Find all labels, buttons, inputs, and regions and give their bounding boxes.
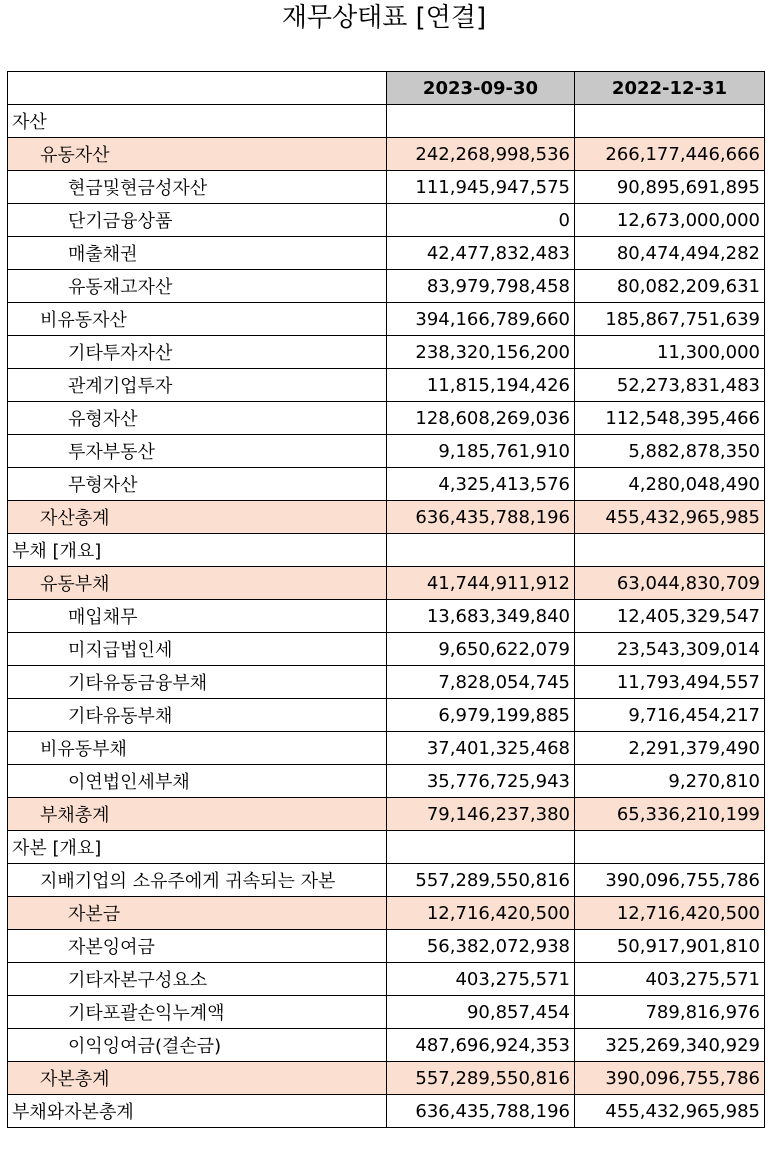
- table-row: [8, 666, 765, 699]
- value-2023-09-30: 42,477,832,483: [387, 237, 575, 270]
- value-2022-12-31: 11,793,494,557: [575, 666, 765, 699]
- table-row: [8, 204, 765, 237]
- value-2023-09-30: 238,320,156,200: [387, 336, 575, 369]
- table-row: [8, 237, 765, 270]
- table-row: [8, 765, 765, 798]
- value-2023-09-30: 90,857,454: [387, 996, 575, 1029]
- table-row: [8, 963, 765, 996]
- row-label: 기타유동부채: [8, 699, 387, 732]
- value-2022-12-31: 80,474,494,282: [575, 237, 765, 270]
- table-row: [8, 831, 765, 864]
- value-2023-09-30: 557,289,550,816: [387, 864, 575, 897]
- row-label: 부채 [개요]: [8, 534, 387, 567]
- table-row: [8, 468, 765, 501]
- value-2023-09-30: 37,401,325,468: [387, 732, 575, 765]
- row-label: 미지급법인세: [8, 633, 387, 666]
- value-2022-12-31: [575, 831, 765, 864]
- value-2022-12-31: 2,291,379,490: [575, 732, 765, 765]
- value-2023-09-30: 83,979,798,458: [387, 270, 575, 303]
- table-row: [8, 732, 765, 765]
- row-label: 자본 [개요]: [8, 831, 387, 864]
- value-2022-12-31: 12,716,420,500: [575, 897, 765, 930]
- row-label: 현금및현금성자산: [8, 171, 387, 204]
- row-label: 이익잉여금(결손금): [8, 1029, 387, 1062]
- value-2023-09-30: 487,696,924,353: [387, 1029, 575, 1062]
- value-2022-12-31: 65,336,210,199: [575, 798, 765, 831]
- row-label: 유형자산: [8, 402, 387, 435]
- row-label: 비유동자산: [8, 303, 387, 336]
- table-row: [8, 1029, 765, 1062]
- table-row: [8, 1062, 765, 1095]
- value-2022-12-31: 52,273,831,483: [575, 369, 765, 402]
- row-label: 기타자본구성요소: [8, 963, 387, 996]
- row-label: 관계기업투자: [8, 369, 387, 402]
- row-label: 유동재고자산: [8, 270, 387, 303]
- row-label: 비유동부채: [8, 732, 387, 765]
- value-2022-12-31: 390,096,755,786: [575, 864, 765, 897]
- table-row: [8, 699, 765, 732]
- value-2023-09-30: 403,275,571: [387, 963, 575, 996]
- value-2023-09-30: 394,166,789,660: [387, 303, 575, 336]
- value-2022-12-31: 403,275,571: [575, 963, 765, 996]
- table-row: [8, 1095, 765, 1128]
- table-row: [8, 600, 765, 633]
- value-2023-09-30: 4,325,413,576: [387, 468, 575, 501]
- value-2023-09-30: 128,608,269,036: [387, 402, 575, 435]
- row-label: 매입채무: [8, 600, 387, 633]
- header-period-2: 2022-12-31: [575, 72, 765, 105]
- table-row: [8, 930, 765, 963]
- value-2023-09-30: 636,435,788,196: [387, 1095, 575, 1128]
- row-label: 부채총계: [8, 798, 387, 831]
- row-label: 유동자산: [8, 138, 387, 171]
- value-2023-09-30: 9,650,622,079: [387, 633, 575, 666]
- row-label: 유동부채: [8, 567, 387, 600]
- balance-sheet-table: [7, 71, 765, 1128]
- table-row: [8, 435, 765, 468]
- value-2022-12-31: 9,716,454,217: [575, 699, 765, 732]
- value-2023-09-30: 13,683,349,840: [387, 600, 575, 633]
- row-label: 기타포괄손익누계액: [8, 996, 387, 1029]
- value-2022-12-31: 63,044,830,709: [575, 567, 765, 600]
- value-2022-12-31: 90,895,691,895: [575, 171, 765, 204]
- value-2022-12-31: [575, 105, 765, 138]
- value-2022-12-31: [575, 534, 765, 567]
- value-2023-09-30: 9,185,761,910: [387, 435, 575, 468]
- table-row: [8, 270, 765, 303]
- value-2023-09-30: [387, 105, 575, 138]
- table-row: [8, 897, 765, 930]
- value-2022-12-31: 12,673,000,000: [575, 204, 765, 237]
- value-2022-12-31: 80,082,209,631: [575, 270, 765, 303]
- value-2022-12-31: 185,867,751,639: [575, 303, 765, 336]
- row-label: 자산: [8, 105, 387, 138]
- value-2022-12-31: 455,432,965,985: [575, 1095, 765, 1128]
- value-2022-12-31: 9,270,810: [575, 765, 765, 798]
- header-label-cell: [8, 72, 387, 105]
- table-row: [8, 501, 765, 534]
- table-row: [8, 798, 765, 831]
- value-2023-09-30: 79,146,237,380: [387, 798, 575, 831]
- value-2023-09-30: 557,289,550,816: [387, 1062, 575, 1095]
- page-title: 재무상태표 [연결]: [281, 3, 487, 33]
- row-label: 단기금융상품: [8, 204, 387, 237]
- row-label: 지배기업의 소유주에게 귀속되는 자본: [8, 864, 387, 897]
- value-2022-12-31: 266,177,446,666: [575, 138, 765, 171]
- row-label: 투자부동산: [8, 435, 387, 468]
- row-label: 기타투자자산: [8, 336, 387, 369]
- value-2022-12-31: 50,917,901,810: [575, 930, 765, 963]
- value-2022-12-31: 325,269,340,929: [575, 1029, 765, 1062]
- row-label: 자본잉여금: [8, 930, 387, 963]
- table-row: [8, 633, 765, 666]
- value-2023-09-30: 35,776,725,943: [387, 765, 575, 798]
- value-2023-09-30: 6,979,199,885: [387, 699, 575, 732]
- table-row: [8, 171, 765, 204]
- value-2023-09-30: [387, 534, 575, 567]
- row-label: 자본총계: [8, 1062, 387, 1095]
- value-2022-12-31: 12,405,329,547: [575, 600, 765, 633]
- value-2022-12-31: 23,543,309,014: [575, 633, 765, 666]
- row-label: 매출채권: [8, 237, 387, 270]
- row-label: 기타유동금융부채: [8, 666, 387, 699]
- table-row: [8, 534, 765, 567]
- value-2022-12-31: 789,816,976: [575, 996, 765, 1029]
- value-2022-12-31: 11,300,000: [575, 336, 765, 369]
- table-row: [8, 105, 765, 138]
- value-2023-09-30: 111,945,947,575: [387, 171, 575, 204]
- value-2022-12-31: 4,280,048,490: [575, 468, 765, 501]
- table-row: [8, 138, 765, 171]
- row-label: 자산총계: [8, 501, 387, 534]
- table-row: [8, 369, 765, 402]
- value-2023-09-30: 11,815,194,426: [387, 369, 575, 402]
- value-2022-12-31: 112,548,395,466: [575, 402, 765, 435]
- value-2023-09-30: 56,382,072,938: [387, 930, 575, 963]
- table-row: [8, 303, 765, 336]
- table-row: [8, 864, 765, 897]
- table-header-row: [8, 72, 765, 105]
- value-2022-12-31: 390,096,755,786: [575, 1062, 765, 1095]
- row-label: 자본금: [8, 897, 387, 930]
- table-row: [8, 402, 765, 435]
- row-label: 무형자산: [8, 468, 387, 501]
- row-label: 부채와자본총계: [8, 1095, 387, 1128]
- value-2023-09-30: 41,744,911,912: [387, 567, 575, 600]
- value-2022-12-31: 455,432,965,985: [575, 501, 765, 534]
- value-2023-09-30: 7,828,054,745: [387, 666, 575, 699]
- row-label: 이연법인세부채: [8, 765, 387, 798]
- header-period-1: 2023-09-30: [387, 72, 575, 105]
- value-2023-09-30: 0: [387, 204, 575, 237]
- value-2022-12-31: 5,882,878,350: [575, 435, 765, 468]
- value-2023-09-30: [387, 831, 575, 864]
- value-2023-09-30: 242,268,998,536: [387, 138, 575, 171]
- table-row: [8, 996, 765, 1029]
- table-row: [8, 336, 765, 369]
- value-2023-09-30: 636,435,788,196: [387, 501, 575, 534]
- value-2023-09-30: 12,716,420,500: [387, 897, 575, 930]
- table-row: [8, 567, 765, 600]
